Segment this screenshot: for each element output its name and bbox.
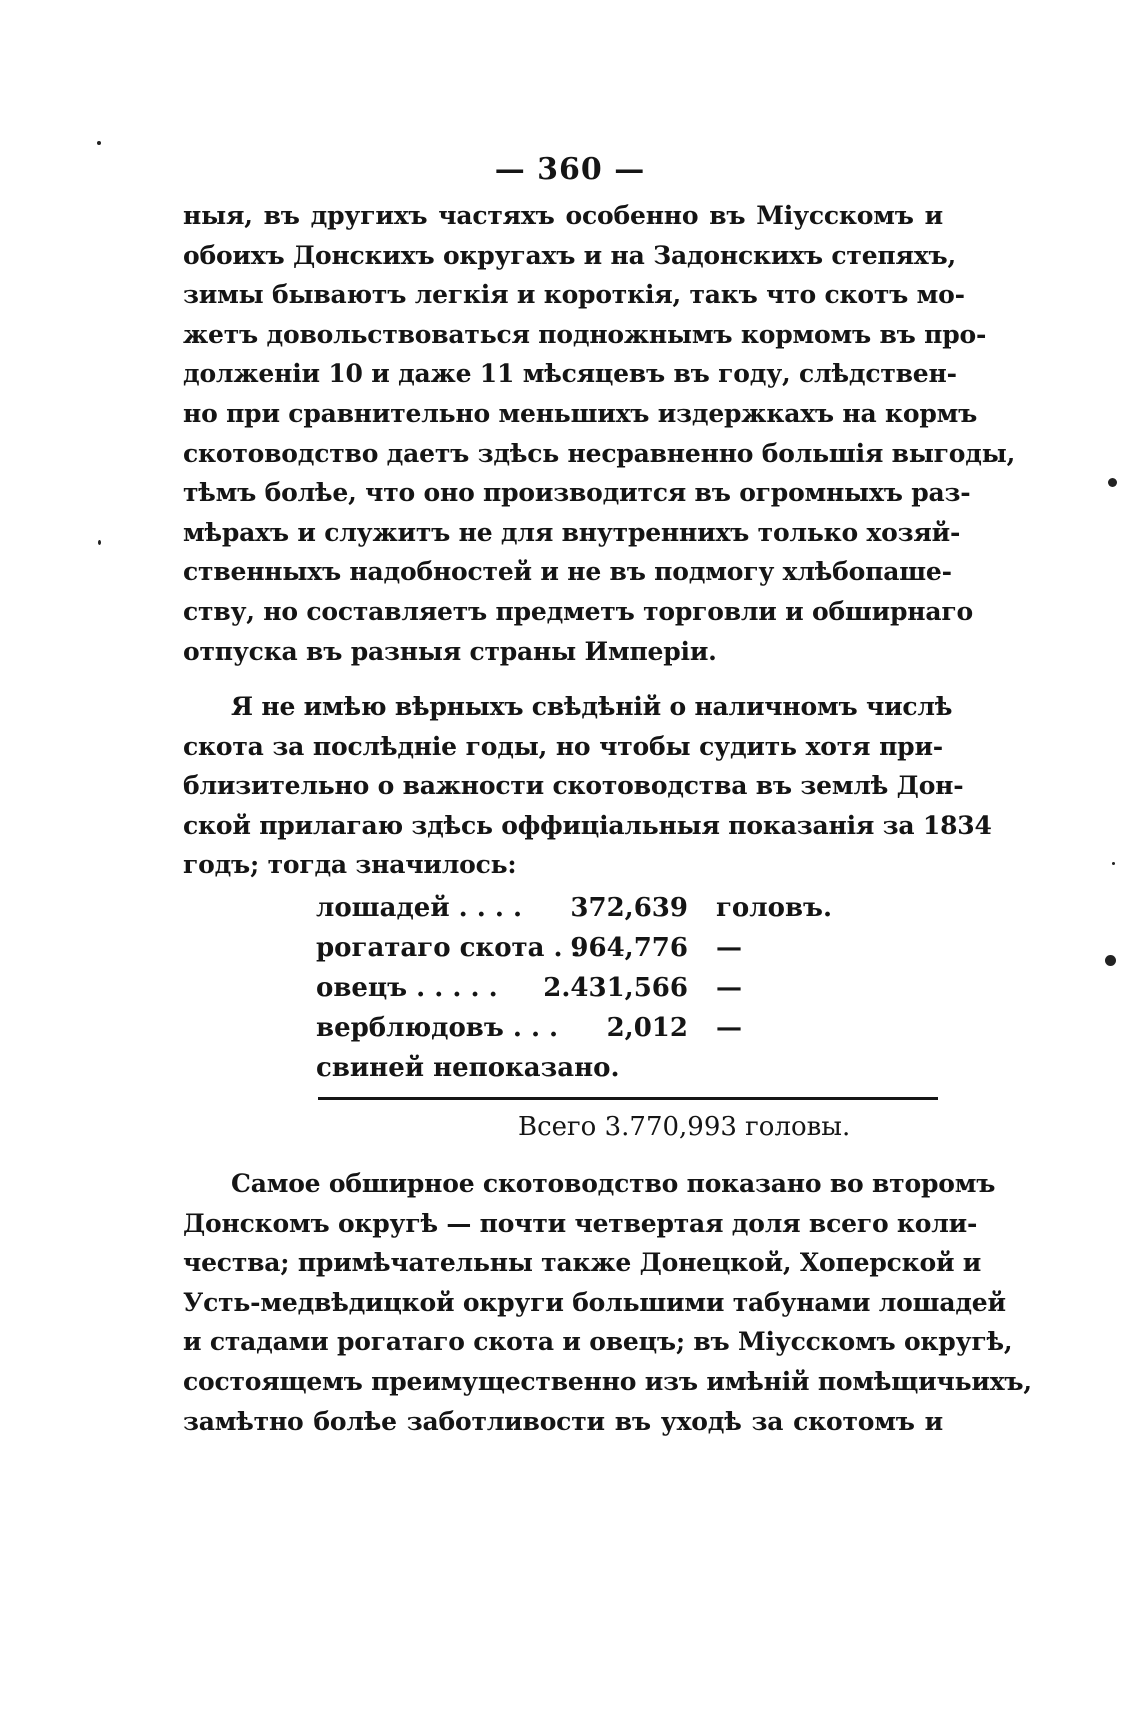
stat-unit: —: [716, 933, 742, 963]
text-line: Донскомъ округѣ — почти четвертая доля всего коли-: [183, 1208, 978, 1238]
stat-unit: —: [716, 1013, 742, 1043]
stat-unit: головъ.: [716, 893, 833, 923]
stat-row: [316, 973, 856, 1013]
stat-row: [316, 933, 856, 973]
total-rule: [318, 1097, 938, 1100]
text-line: скотоводство даетъ здѣсь несравненно большія выгоды,: [183, 438, 1016, 468]
text-line: ственныхъ надобностей и не въ подмогу хлѣбопаше-: [183, 557, 952, 587]
text-line: скота за послѣдніе годы, но чтобы судить хотя при-: [183, 731, 943, 761]
stat-row: [316, 1013, 856, 1053]
text-line: мѣрахъ и служитъ не для внутреннихъ только хозяй-: [183, 517, 961, 547]
text-line: годъ; тогда значилось:: [183, 850, 517, 880]
text-line: жетъ довольствоваться подножнымъ кормомъ въ про-: [183, 319, 987, 349]
stat-value: 2,012: [606, 1013, 688, 1043]
text-line: обоихъ Донскихъ округахъ и на Задонскихъ степяхъ,: [183, 240, 956, 270]
stat-row: [316, 893, 856, 933]
text-line: Я не имѣю вѣрныхъ свѣдѣній о наличномъ числѣ: [231, 692, 953, 721]
scan-speck: [98, 540, 101, 545]
paragraph-1: [183, 196, 1016, 671]
page-number: — 360 —: [494, 152, 646, 187]
text-line: тѣмъ болѣе, что оно производится въ огромныхъ раз-: [183, 478, 971, 508]
text-line: состоящемъ преимущественно изъ имѣній помѣщичьихъ,: [183, 1366, 1032, 1396]
stat-label: верблюдовъ . . .: [316, 1013, 559, 1043]
stat-label: овецъ . . . . .: [316, 973, 498, 1003]
text-line: близительно о важности скотоводства въ землѣ Дон-: [183, 771, 964, 801]
stat-unit: —: [716, 973, 742, 1003]
text-line: Самое обширное скотоводство показано во второмъ: [231, 1169, 996, 1198]
text-line: чества; примѣчательны также Донецкой, Хоперской и: [183, 1248, 982, 1278]
livestock-table: [316, 893, 856, 1093]
text-line: долженіи 10 и даже 11 мѣсяцевъ въ году, слѣдствен-: [183, 359, 957, 389]
stat-value: 372,639: [570, 893, 688, 923]
paragraph-3: [183, 1164, 1032, 1441]
text-line: и стадами рогатаго скота и овецъ; въ Міусскомъ округѣ,: [183, 1327, 1013, 1357]
text-line: замѣтно болѣе заботливости въ уходѣ за скотомъ и: [183, 1406, 943, 1436]
text-line: Усть-медвѣдицкой округи большими табунами лошадей: [183, 1287, 1006, 1317]
total-line: Всего 3.770,993 головы.: [518, 1112, 851, 1142]
stat-value: 2.431,566: [543, 973, 688, 1003]
text-line: но при сравнительно меньшихъ издержкахъ на кормъ: [183, 398, 978, 428]
stat-label: свиней непоказано.: [316, 1053, 620, 1083]
paragraph-2: [183, 687, 992, 885]
scan-speck: [1105, 955, 1116, 966]
stat-label: рогатаго скота . .: [316, 933, 581, 963]
text-line: ныя, въ другихъ частяхъ особенно въ Міусскомъ и: [183, 201, 943, 230]
text-line: ской прилагаю здѣсь оффиціальныя показанія за 1834: [183, 810, 992, 840]
stat-row: [316, 1053, 856, 1093]
text-line: зимы бываютъ легкія и короткія, такъ что скотъ мо-: [183, 280, 965, 310]
scan-speck: [97, 141, 101, 145]
stat-value: 964,776: [570, 933, 688, 963]
scan-speck: [1112, 862, 1115, 865]
text-line: ству, но составляетъ предметъ торговли и обширнаго: [183, 596, 973, 626]
stat-label: лошадей . . . .: [316, 893, 523, 923]
text-line: отпуска въ разныя страны Имперіи.: [183, 636, 717, 666]
scan-speck: [1108, 478, 1117, 487]
